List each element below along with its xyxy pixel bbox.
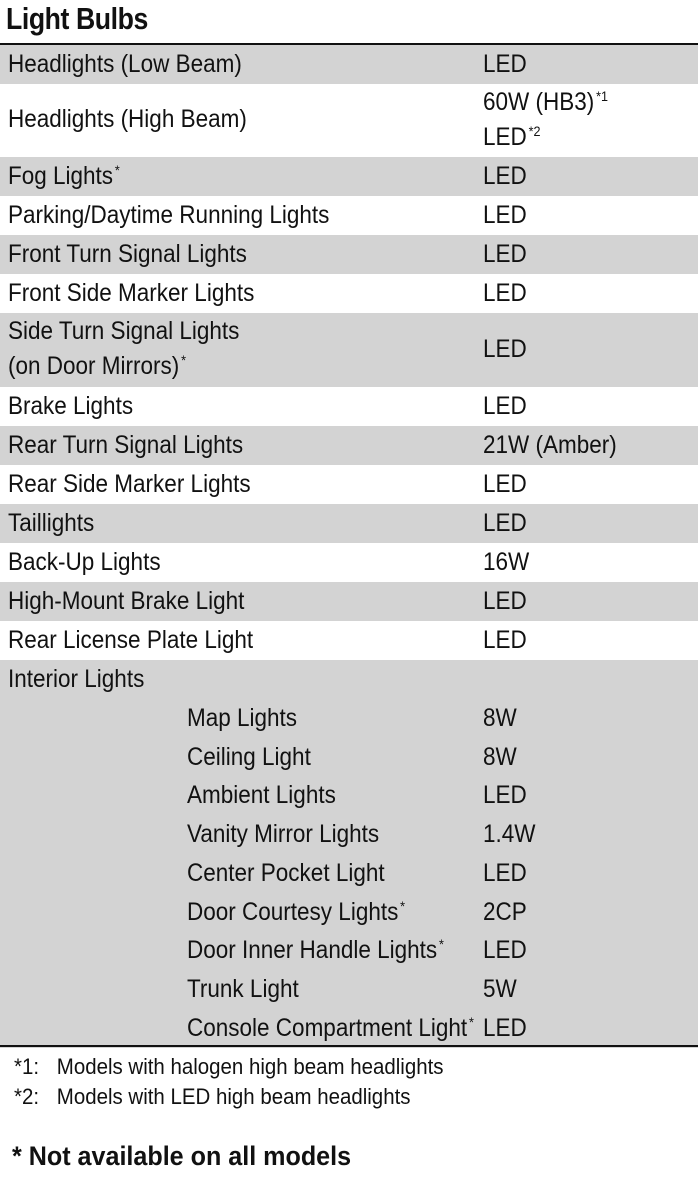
bulb-name: Rear Side Marker Lights: [8, 470, 251, 498]
interior-item-value: LED: [483, 936, 527, 964]
interior-item-name: Vanity Mirror Lights: [187, 820, 380, 848]
table-row: [0, 465, 698, 504]
table-row: [0, 504, 698, 543]
bulb-value: LED: [483, 509, 527, 537]
table-row: [0, 274, 698, 313]
interior-lights-group: [0, 660, 698, 1048]
footnote-1: [14, 1053, 444, 1081]
table-row: [0, 426, 698, 465]
bulb-value: LED: [483, 279, 527, 307]
bulb-name: Rear Turn Signal Lights: [8, 431, 244, 459]
interior-item-name: Ceiling Light: [187, 743, 311, 771]
bottom-rule: [0, 1045, 698, 1047]
bulb-name: Headlights (Low Beam): [8, 50, 242, 78]
bulb-name: Fog Lights *: [8, 161, 120, 190]
bulb-value: LED: [483, 50, 527, 78]
light-bulb-table: [0, 45, 698, 1048]
bulb-value-secondary: LED $^{*2}$: [483, 122, 541, 151]
footnote-mark: *2:: [14, 1084, 40, 1109]
footnote-2: [14, 1083, 410, 1111]
page-title: Light Bulbs: [6, 1, 148, 36]
table-row: [0, 235, 698, 274]
bulb-value: LED: [483, 162, 527, 190]
table-row: [0, 313, 698, 387]
bulb-name: Front Turn Signal Lights: [8, 240, 247, 268]
table-row: [0, 621, 698, 660]
interior-item-value: 2CP: [483, 898, 527, 926]
table-row: [0, 543, 698, 582]
bulb-value: LED: [483, 470, 527, 498]
interior-item-name: Console Compartment Light *: [187, 1013, 474, 1042]
availability-note: * Not available on all models: [12, 1141, 352, 1171]
interior-item-value: LED: [483, 859, 527, 887]
bulb-name: Brake Lights: [8, 392, 134, 420]
interior-item-value: LED: [483, 781, 527, 809]
interior-item-value: 8W: [483, 743, 517, 771]
bulb-value: 21W (Amber): [483, 431, 617, 459]
bulb-name: Front Side Marker Lights: [8, 279, 255, 307]
bulb-name: High-Mount Brake Light: [8, 587, 245, 615]
interior-item-name: Trunk Light: [187, 975, 299, 1003]
bulb-name: Taillights: [8, 509, 95, 537]
bulb-name: Rear License Plate Light: [8, 626, 254, 654]
table-row: [0, 45, 698, 84]
interior-item-value: 5W: [483, 975, 517, 1003]
table-row: [0, 387, 698, 426]
interior-item-name: Ambient Lights: [187, 781, 336, 809]
footnote-mark: *1:: [14, 1054, 40, 1079]
bulb-name: Parking/Daytime Running Lights: [8, 201, 330, 229]
bulb-name: Side Turn Signal Lights: [8, 317, 240, 345]
bulb-name: Back-Up Lights: [8, 548, 161, 576]
bulb-value: LED: [483, 240, 527, 268]
interior-item-name: Door Courtesy Lights *: [187, 897, 406, 926]
table-row: [0, 196, 698, 235]
bulb-value: LED: [483, 201, 527, 229]
interior-item-value: 8W: [483, 704, 517, 732]
interior-item-name: Center Pocket Light: [187, 859, 385, 887]
bulb-name-secondary: (on Door Mirrors) *: [8, 351, 186, 380]
interior-item-value: LED: [483, 1014, 527, 1042]
interior-lights-heading: Interior Lights: [8, 665, 145, 693]
bulb-value: LED: [483, 626, 527, 654]
footnote-text: Models with halogen high beam headlights: [56, 1054, 444, 1079]
table-row: [0, 84, 698, 157]
bulb-value: LED: [483, 392, 527, 420]
interior-item-name: Map Lights: [187, 704, 298, 732]
bulb-value: 60W (HB3) $^{*1}$: [483, 87, 608, 116]
footnote-text: Models with LED high beam headlights: [56, 1084, 411, 1109]
bulb-name: Headlights (High Beam): [8, 105, 247, 133]
bulb-value: 16W: [483, 548, 530, 576]
table-row: [0, 582, 698, 621]
interior-item-value: 1.4W: [483, 820, 536, 848]
bulb-value: LED: [483, 335, 527, 363]
interior-item-name: Door Inner Handle Lights *: [187, 935, 444, 964]
table-row: [0, 157, 698, 196]
bulb-value: LED: [483, 587, 527, 615]
